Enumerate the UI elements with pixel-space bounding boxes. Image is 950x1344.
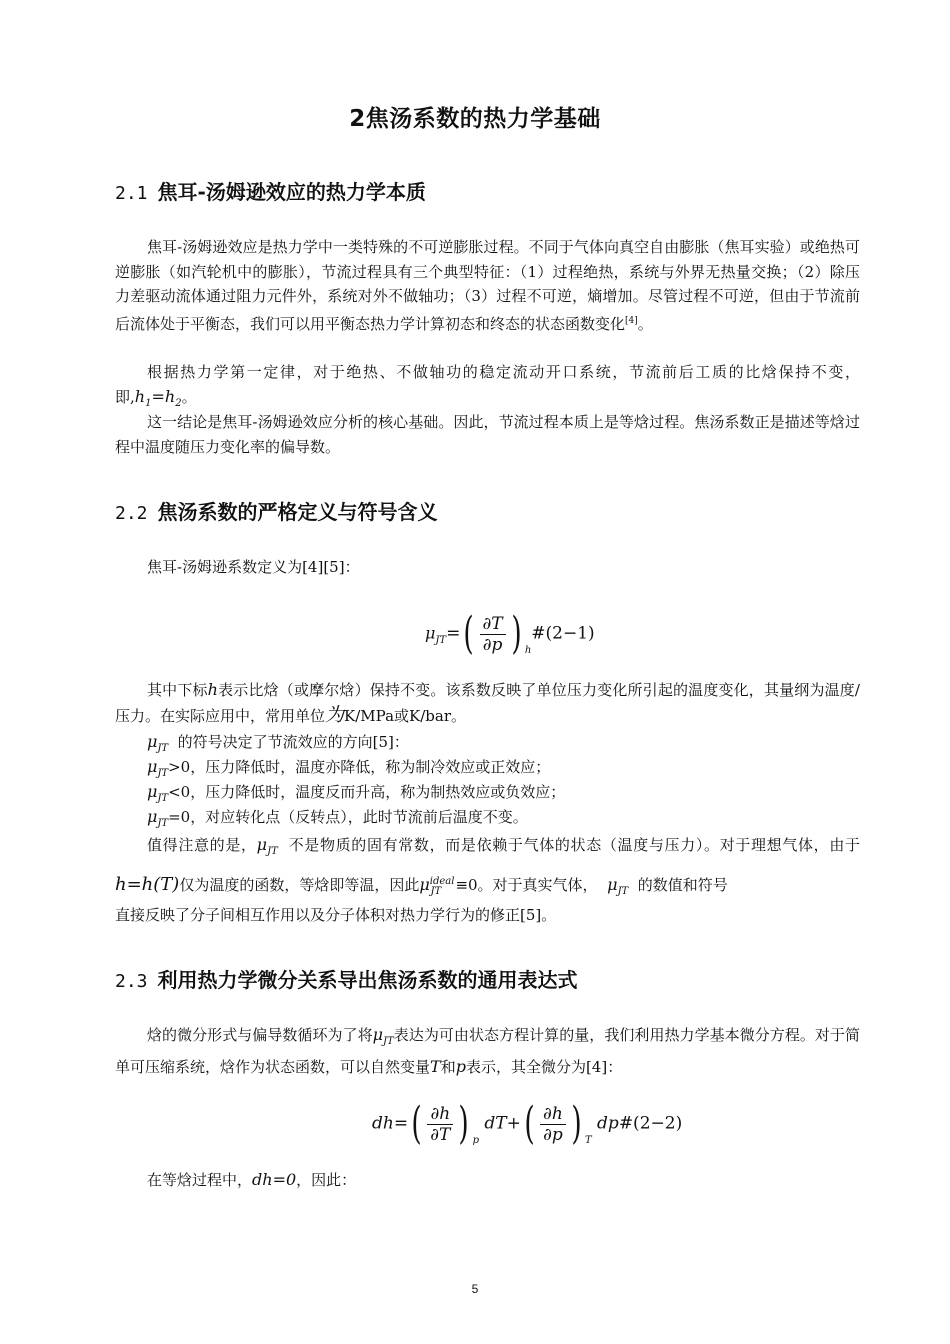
paragraph-2-1-2 bbox=[115, 360, 860, 416]
section-title: 焦耳-汤姆逊效应的热力学本质 bbox=[157, 180, 426, 204]
citation: [4] bbox=[625, 315, 638, 326]
section-title: 利用热力学微分关系导出焦汤系数的通用表达式 bbox=[157, 968, 578, 992]
sign-intro: $\mu_{JT}$ 的符号决定了节流效应的方向[5]： bbox=[147, 732, 409, 754]
paragraph-text: ≡0。对于真实气体， bbox=[455, 876, 598, 894]
page-number: 5 bbox=[471, 1282, 479, 1296]
section-heading-2-1 bbox=[115, 176, 426, 205]
paragraph-2-1-1 bbox=[115, 235, 860, 336]
paragraph-text: <0，压力降低时，温度反而升高，称为制热效应或负效应； bbox=[168, 783, 566, 801]
paragraph-2-2-note: 值得注意的是，$\mu_{JT}$ 不是物质的固有常数，而是依赖于气体的状态（温度与压力）。对于理想气体，由于h=h(T)仅为温度的函数，等焓即等温，因此$\mu^{ideal}_{JT}$ ≡0。对于真实气体， $\mu_{JT}$ 的数值和符号 bbox=[115, 835, 860, 897]
inline-equation: h=h(T) bbox=[115, 874, 180, 895]
equation-2-2: dh=( $\frac{\partial h}{\partial T}$ ) $_p$ dT+( $\frac{\partial h}{\partial p}$ ) $_T$ dp#(2−2) bbox=[372, 1098, 683, 1149]
chapter-title: 2焦汤系数的热力学基础 bbox=[349, 106, 601, 132]
sign-positive: $\mu_{JT}>0$，压力降低时，温度亦降低，称为制冷效应或正效应； bbox=[147, 757, 551, 779]
inline-symbol: p bbox=[455, 1056, 466, 1076]
paragraph-text: 焓的微分形式与偏导数循环为了将 bbox=[147, 1026, 373, 1044]
paragraph-2-3-1: 焓的微分形式与偏导数循环为了将$\mu_{JT}$表达为可由状态方程计算的量，我们利用热力学基本微分方程。对于简单可压缩系统，焓作为状态函数，可以自然变量T和p表示，其全微分为[4]： bbox=[115, 1025, 860, 1076]
paragraph-text: 根据热力学第一定律，对于绝热、不做轴功的稳定流动开口系统，节流前后工质的比焓保持不变，即, bbox=[115, 363, 860, 406]
punctuation: 。 bbox=[637, 314, 653, 333]
section-heading-2-3 bbox=[115, 964, 578, 993]
inline-symbol: T bbox=[430, 1056, 441, 1076]
equation-2-1: $\mu_{JT}=$( $\frac{\partial T}{\partial p}$ ) $_h$#(2−1) bbox=[425, 608, 595, 659]
section-title: 焦汤系数的严格定义与符号含义 bbox=[157, 500, 438, 524]
paragraph-text: ，因此： bbox=[296, 1171, 357, 1189]
inline-symbol: h bbox=[207, 680, 218, 699]
equation-number: #(2−2) bbox=[618, 1113, 683, 1134]
section-heading-2-2 bbox=[115, 496, 438, 525]
paragraph-text: 值得注意的是， bbox=[147, 836, 257, 854]
paragraph-text: 表达为可由状态方程计算的量，我们利用热力学基本微分方程。对于简单可压缩系统，焓作为状态函数，可以自然变量 bbox=[115, 1026, 860, 1076]
section-number: 2.1 bbox=[115, 183, 148, 204]
section-number: 2.3 bbox=[115, 971, 148, 992]
sign-negative: $\mu_{JT}<0$，压力降低时，温度反而升高，称为制热效应或负效应； bbox=[147, 782, 566, 804]
paragraph-text: 的符号决定了节流效应的方向[5]： bbox=[177, 733, 409, 751]
paragraph-text: 和 bbox=[440, 1057, 456, 1076]
paragraph-text: 的数值和符号 bbox=[637, 876, 728, 894]
inline-equation: dh=0 bbox=[252, 1170, 297, 1189]
paragraph-2-2-1 bbox=[115, 678, 860, 728]
punctuation: 。 bbox=[181, 387, 197, 406]
paragraph-2-3-2 bbox=[147, 1168, 860, 1192]
paragraph-text: 在等焓过程中， bbox=[147, 1171, 253, 1189]
paragraph-text: 焦耳-汤姆逊效应是热力学中一类特殊的不可逆膨胀过程。不同于气体向真空自由膨胀（焦耳实验）或绝热可逆膨胀（如汽轮机中的膨胀），节流过程具有三个典型特征：（1）过程绝热，系统与外界无热量交换；（2）除压力差驱动流体通过阻力元件外，系统对外不做轴功；（3）过程不可逆，熵增加。尽管过程不可逆，但由于节流前后流体处于平衡态，我们可以用平衡态热力学计算初态和终态的状态函数变化 bbox=[115, 238, 860, 333]
paragraph-text: 表示，其全微分为[4]： bbox=[465, 1057, 623, 1076]
equation-number: #(2−1) bbox=[531, 623, 595, 644]
paragraph-2-2-note-end: 直接反映了分子间相互作用以及分子体积对热力学行为的修正[5]。 bbox=[115, 906, 557, 924]
paragraph-2-1-3: 这一结论是焦耳-汤姆逊效应分析的核心基础。因此，节流过程本质上是等焓过程。焦汤系数正是描述等焓过程中温度随压力变化率的偏导数。 bbox=[115, 413, 860, 456]
paragraph-text: 为 bbox=[325, 703, 345, 726]
paragraph-text: >0，压力降低时，温度亦降低，称为制冷效应或正效应； bbox=[168, 758, 551, 776]
paragraph-text: =0，对应转化点（反转点），此时节流前后温度不变。 bbox=[168, 808, 528, 826]
inline-equation: $h_1=h_2$ bbox=[134, 386, 182, 409]
section-number: 2.2 bbox=[115, 503, 148, 524]
paragraph-text: 仅为温度的函数，等焓即等温，因此 bbox=[179, 876, 420, 894]
sign-zero: $\mu_{JT}=0$，对应转化点（反转点），此时节流前后温度不变。 bbox=[147, 807, 528, 829]
paragraph-text: 表示比焓（或摩尔焓）保持不变。该系数反映了单位压力变化所引起的温度变化，其量纲为温度/压力。在实际应用中，常用单位 bbox=[115, 681, 860, 725]
paragraph-text: 不是物质的固有常数，而是依赖于气体的状态（温度与压力）。对于理想气体，由于 bbox=[288, 836, 860, 854]
paragraph-text: K/MPa或K/bar。 bbox=[344, 706, 466, 725]
superscript: ideal bbox=[429, 876, 455, 887]
definition-intro: 焦耳-汤姆逊系数定义为[4][5]： bbox=[147, 558, 360, 576]
paragraph-text: 其中下标 bbox=[147, 681, 208, 699]
